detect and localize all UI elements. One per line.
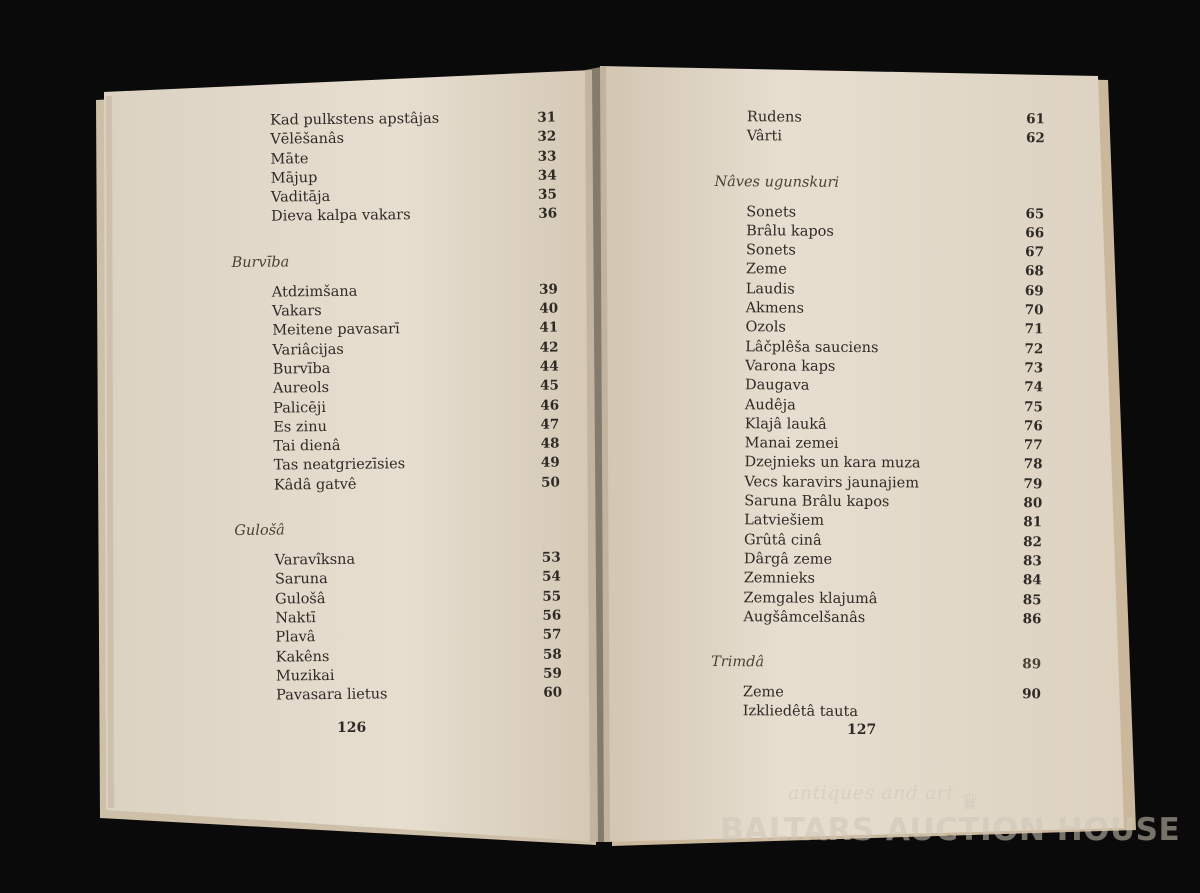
toc-entry-title: Saruna	[274, 571, 328, 588]
watermark-tagline: antiques and art	[788, 782, 955, 804]
toc-entry-page: 55	[542, 588, 562, 605]
toc-entry	[712, 453, 1052, 475]
toc-entry-title: Vakars	[272, 303, 322, 320]
toc-entry-page: 42	[539, 339, 559, 356]
section-heading-gulosa	[234, 514, 574, 544]
toc-entry-title: Augšâmcelšanâs	[743, 609, 866, 626]
toc-entry-page: 68	[1025, 263, 1044, 280]
toc-entry-page: 73	[1024, 360, 1044, 377]
toc-entry-title: Māte	[270, 150, 309, 168]
toc-entry	[714, 260, 1054, 282]
toc-entry	[234, 473, 574, 496]
toc-entry-page: 45	[540, 377, 559, 395]
toc-entry-title: Kad pulkstens apstâjas	[270, 110, 440, 129]
toc-entry-title: Vârti	[746, 128, 783, 145]
toc-entry-page: 40	[539, 300, 559, 317]
toc-entry	[713, 376, 1053, 398]
toc-entry-title: Klajâ laukâ	[744, 416, 827, 433]
section-title: Trimdâ	[711, 654, 765, 671]
toc-entry	[713, 396, 1053, 418]
toc-entry	[711, 608, 1051, 630]
toc-entry-title: Audêja	[744, 396, 796, 414]
toc-entry-page: 31	[537, 109, 557, 126]
toc-entry-title: Vēlēšanâs	[270, 131, 345, 148]
toc-entry-page: 75	[1024, 398, 1043, 415]
toc-entry-page: 81	[1023, 514, 1043, 531]
toc-entry-page: 84	[1022, 572, 1042, 589]
toc-entry-title: Variâcijas	[272, 341, 344, 359]
toc-entry-title: Vecs karavirs jaunajiem	[744, 473, 920, 492]
toc-list-trimda	[711, 683, 1051, 724]
toc-entry-title: Varona kaps	[745, 358, 836, 375]
toc-entry	[711, 683, 1051, 705]
toc-list-top	[230, 108, 571, 227]
toc-entry-title: Dieva kalpa vakars	[271, 207, 411, 226]
toc-entry	[715, 127, 1055, 149]
toc-entry-title: Zeme	[742, 684, 784, 701]
toc-entry	[711, 702, 1051, 724]
page-number-right: 127	[847, 722, 877, 738]
toc-entry-title: Es zinu	[273, 418, 327, 436]
toc-entry-page: 61	[1026, 111, 1045, 128]
toc-entry-title: Ozols	[745, 319, 786, 336]
toc-entry-page: 34	[537, 167, 557, 184]
toc-entry-page: 35	[538, 186, 557, 203]
section-title: Gulošâ	[234, 522, 285, 540]
toc-list-burviba	[232, 280, 574, 496]
toc-entry-page: 58	[542, 646, 562, 663]
toc-entry-page: 78	[1023, 456, 1043, 473]
toc-entry-page: 54	[542, 568, 561, 586]
toc-entry-page: 56	[542, 607, 562, 624]
toc-entry-title: Lâčplêša sauciens	[745, 338, 879, 356]
toc-entry-page: 62	[1025, 130, 1045, 147]
section-heading-trimda	[711, 649, 1051, 677]
toc-entry-page: 46	[540, 397, 560, 414]
toc-entry-title: Sonets	[745, 242, 796, 259]
toc-entry	[714, 222, 1054, 244]
toc-entry-title: Zemgales klajumâ	[743, 589, 878, 607]
toc-entry-title: Muzikai	[275, 667, 335, 685]
toc-entry-title: Burvība	[272, 360, 331, 378]
toc-entry	[713, 357, 1053, 379]
right-page	[711, 108, 1055, 724]
page-number-left: 126	[337, 720, 367, 736]
section-heading-naves	[714, 169, 1054, 197]
watermark-brand: BALTARS AUCTION HOUSE	[720, 812, 1181, 848]
toc-entry-page: 76	[1023, 418, 1043, 435]
toc-entry	[712, 569, 1052, 591]
toc-entry-page: 83	[1022, 553, 1042, 570]
toc-entry-page: 85	[1022, 591, 1042, 608]
toc-entry	[713, 318, 1053, 340]
toc-entry	[713, 415, 1053, 437]
toc-entry-title: Tai dienâ	[273, 438, 341, 455]
toc-entry-title: Vaditāja	[270, 189, 331, 206]
section-title: Nâves ugunskuri	[714, 173, 840, 191]
toc-entry-title: Plavâ	[275, 629, 316, 646]
toc-entry-page: 49	[540, 455, 560, 472]
toc-entry-title: Rudens	[746, 109, 802, 126]
toc-entry-title: Kâdâ gatvê	[273, 476, 357, 494]
toc-entry-page: 86	[1022, 610, 1042, 628]
toc-entry-title: Zemnieks	[743, 570, 815, 587]
toc-entry-title: Zeme	[745, 261, 787, 278]
toc-entry-page: 39	[538, 281, 558, 298]
toc-entry-title: Sonets	[746, 203, 797, 221]
toc-entry-title: Varavîksna	[274, 551, 356, 569]
toc-entry-title: Daugava	[745, 377, 810, 394]
toc-entry	[714, 280, 1054, 302]
toc-entry	[714, 241, 1054, 263]
toc-entry	[712, 550, 1052, 572]
toc-entry-page: 41	[539, 319, 559, 337]
toc-entry-title: Kakêns	[275, 648, 330, 666]
toc-entry-title: Meitene pavasarī	[272, 321, 400, 339]
toc-entry	[713, 434, 1053, 456]
toc-entry-page: 57	[542, 626, 562, 643]
toc-entry	[712, 531, 1052, 553]
toc-entry-title: Mājup	[270, 169, 318, 187]
toc-entry-page: 74	[1024, 379, 1044, 396]
toc-entry	[712, 511, 1052, 533]
toc-entry-title: Aureols	[272, 380, 330, 397]
toc-list-naves	[711, 203, 1054, 630]
toc-entry-title: Dârgâ zeme	[743, 551, 833, 568]
toc-entry-title: Tas neatgriezīsies	[273, 456, 406, 475]
toc-entry-page: 71	[1024, 321, 1044, 338]
toc-entry-page: 66	[1025, 225, 1045, 242]
toc-entry-title: Latviešiem	[744, 512, 825, 530]
toc-entry-page: 70	[1024, 302, 1044, 319]
toc-entry-title: Izkliedêtâ tauta	[742, 703, 859, 721]
toc-entry-page: 50	[541, 474, 560, 491]
toc-list-top	[715, 108, 1055, 149]
section-page-number: 89	[1022, 656, 1042, 673]
toc-entry-page: 59	[543, 665, 562, 682]
toc-entry-page: 80	[1023, 495, 1043, 512]
toc-entry	[715, 108, 1055, 130]
toc-entry-title: Akmens	[745, 300, 805, 317]
toc-entry-page: 33	[537, 148, 557, 165]
toc-entry-title: Grûtâ cinâ	[743, 531, 822, 549]
toc-entry-title: Manai zemei	[744, 435, 839, 453]
toc-entry	[714, 203, 1054, 225]
toc-list-gulosa	[235, 548, 577, 706]
toc-entry-page: 53	[541, 549, 561, 566]
toc-entry	[713, 338, 1053, 360]
section-title: Burvība	[231, 254, 290, 271]
toc-entry-title: Gulošâ	[275, 590, 326, 608]
toc-entry-title: Palicēji	[273, 399, 327, 417]
toc-entry-title: Brâlu kapos	[746, 223, 834, 240]
toc-entry	[712, 473, 1052, 495]
section-heading-burviba	[231, 246, 571, 276]
toc-entry	[236, 684, 576, 707]
toc-entry-page: 90	[1022, 686, 1041, 703]
toc-entry-page: 32	[537, 128, 557, 146]
toc-entry-page: 79	[1023, 475, 1043, 493]
toc-entry	[712, 492, 1052, 514]
toc-entry-page: 82	[1023, 533, 1043, 550]
toc-entry-page: 60	[543, 684, 563, 701]
toc-entry-title: Naktī	[275, 610, 316, 627]
toc-entry	[712, 589, 1052, 611]
toc-entry-page: 48	[540, 435, 560, 452]
toc-entry-page: 72	[1024, 340, 1044, 357]
toc-entry-page: 47	[540, 416, 560, 433]
toc-entry-page: 65	[1025, 205, 1045, 222]
toc-entry-page: 36	[538, 206, 558, 223]
toc-entry-title: Atdzimšana	[271, 283, 358, 301]
toc-entry	[714, 299, 1054, 321]
left-page	[230, 108, 576, 706]
toc-entry-title: Dzejnieks un kara muza	[744, 454, 921, 472]
toc-entry-page: 44	[539, 358, 559, 375]
toc-entry-title: Laudis	[745, 281, 795, 298]
toc-entry-page: 77	[1023, 437, 1043, 454]
toc-entry-page: 67	[1025, 244, 1045, 261]
toc-entry-title: Saruna Brâlu kapos	[744, 493, 890, 511]
toc-entry-title: Pavasara lietus	[276, 686, 388, 704]
toc-entry	[231, 205, 571, 228]
crown-icon: ♛	[960, 790, 980, 815]
toc-entry-page: 69	[1024, 282, 1044, 300]
